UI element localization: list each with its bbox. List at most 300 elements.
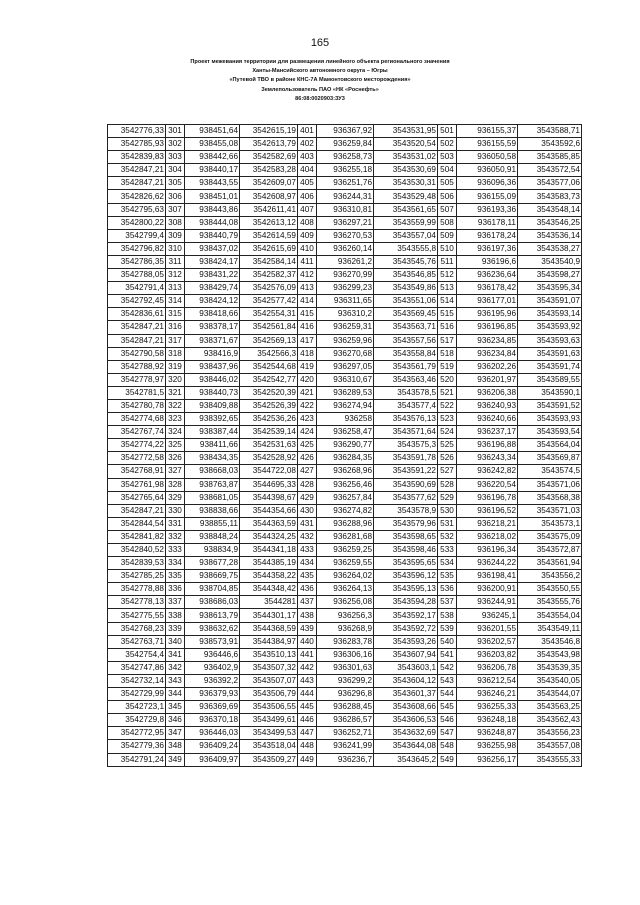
table-row	[108, 635, 582, 648]
cell-y-b: 3543592,17	[374, 609, 438, 622]
cell-x-a: 938440,73	[185, 386, 240, 399]
table-row	[108, 530, 582, 543]
cell-y-c: 3543562,43	[518, 714, 582, 727]
cell-point-b: 436	[298, 583, 317, 596]
cell-y-b: 3543561,79	[374, 360, 438, 373]
cell-y-prev: 3542839,83	[108, 151, 166, 164]
cell-y-a: 3542531,63	[240, 439, 298, 452]
cell-y-c: 3543591,52	[518, 399, 582, 412]
cell-y-c: 3543590,1	[518, 386, 582, 399]
cell-y-prev: 3542768,91	[108, 465, 166, 478]
cell-point-c: 511	[438, 255, 457, 268]
cell-y-c: 3543593,14	[518, 308, 582, 321]
cell-x-b: 936244,31	[317, 190, 374, 203]
cell-x-a: 938834,9	[185, 544, 240, 557]
cell-point-a: 324	[166, 426, 185, 439]
cell-y-c: 3543556,23	[518, 727, 582, 740]
cell-point-b: 403	[298, 151, 317, 164]
cell-x-b: 936264,02	[317, 570, 374, 583]
cell-x-b: 936310,2	[317, 308, 374, 321]
cell-y-a: 3542582,37	[240, 269, 298, 282]
table-row	[108, 622, 582, 635]
cell-point-c: 506	[438, 190, 457, 203]
cell-y-prev: 3542841,82	[108, 530, 166, 543]
cell-point-c: 526	[438, 452, 457, 465]
cell-point-c: 535	[438, 570, 457, 583]
cell-x-b: 936236,7	[317, 753, 374, 766]
cell-y-b: 3543557,04	[374, 229, 438, 242]
cell-point-c: 540	[438, 635, 457, 648]
cell-x-c: 936096,36	[457, 177, 518, 190]
cell-x-a: 938613,79	[185, 609, 240, 622]
cell-y-b: 3543561,65	[374, 203, 438, 216]
cell-y-a: 3542615,19	[240, 125, 298, 138]
cell-point-a: 327	[166, 465, 185, 478]
cell-x-b: 936256,3	[317, 609, 374, 622]
cell-point-c: 507	[438, 203, 457, 216]
cell-x-b: 936259,96	[317, 334, 374, 347]
cell-point-a: 342	[166, 661, 185, 674]
cell-y-c: 3543548,14	[518, 203, 582, 216]
cell-x-c: 936242,82	[457, 465, 518, 478]
cell-point-b: 432	[298, 530, 317, 543]
cell-x-c: 936200,91	[457, 583, 518, 596]
cell-y-prev: 3542826,62	[108, 190, 166, 203]
table-row	[108, 648, 582, 661]
cell-x-b: 936367,92	[317, 125, 374, 138]
cell-y-prev: 3542778,97	[108, 373, 166, 386]
cell-x-b: 936311,65	[317, 295, 374, 308]
cell-y-c: 3543536,14	[518, 229, 582, 242]
cell-y-c: 3543568,38	[518, 491, 582, 504]
table-row	[108, 360, 582, 373]
cell-y-c: 3543591,07	[518, 295, 582, 308]
table-row	[108, 164, 582, 177]
cell-point-b: 405	[298, 177, 317, 190]
cell-y-c: 3543561,94	[518, 557, 582, 570]
cell-point-a: 320	[166, 373, 185, 386]
cell-point-a: 305	[166, 177, 185, 190]
cell-x-c: 936155,59	[457, 138, 518, 151]
cell-y-b: 3543546,85	[374, 269, 438, 282]
table-row	[108, 452, 582, 465]
cell-x-b: 936259,55	[317, 557, 374, 570]
cell-x-a: 938418,66	[185, 308, 240, 321]
cell-y-c: 3543593,92	[518, 321, 582, 334]
cell-y-prev: 3542772,58	[108, 452, 166, 465]
cell-y-c: 3543591,74	[518, 360, 582, 373]
table-row	[108, 740, 582, 753]
cell-point-a: 347	[166, 727, 185, 740]
cell-x-b: 936286,57	[317, 714, 374, 727]
cell-x-c: 936256,17	[457, 753, 518, 766]
header-line-3: «Путевой ТВО в районе КНС-7А Мамонтовского месторождения»	[229, 77, 411, 84]
cell-y-b: 3543577,62	[374, 491, 438, 504]
cell-y-b: 3543594,28	[374, 596, 438, 609]
cell-y-b: 3543604,12	[374, 674, 438, 687]
cell-x-c: 936050,91	[457, 164, 518, 177]
cell-point-c: 510	[438, 242, 457, 255]
cell-y-a: 3543499,61	[240, 714, 298, 727]
cell-y-prev: 3542847,21	[108, 321, 166, 334]
cell-x-b: 936252,71	[317, 727, 374, 740]
cell-y-a: 3542526,39	[240, 399, 298, 412]
cell-x-b: 936310,81	[317, 203, 374, 216]
cell-y-c: 3543539,35	[518, 661, 582, 674]
cell-y-a: 3542608,97	[240, 190, 298, 203]
cell-point-b: 441	[298, 648, 317, 661]
cell-x-c: 936246,21	[457, 688, 518, 701]
cell-point-c: 544	[438, 688, 457, 701]
table-row	[108, 609, 582, 622]
cell-x-b: 936284,35	[317, 452, 374, 465]
cell-point-c: 542	[438, 661, 457, 674]
cell-x-b: 936258	[317, 413, 374, 426]
cell-x-a: 938451,01	[185, 190, 240, 203]
cell-y-c: 3543593,93	[518, 413, 582, 426]
cell-x-a: 936446,6	[185, 648, 240, 661]
cell-y-a: 3542569,13	[240, 334, 298, 347]
cell-x-c: 936155,09	[457, 190, 518, 203]
cell-y-prev: 3542775,55	[108, 609, 166, 622]
cell-x-c: 936240,93	[457, 399, 518, 412]
cell-point-a: 345	[166, 701, 185, 714]
cell-y-prev: 3542785,25	[108, 570, 166, 583]
cell-point-c: 546	[438, 714, 457, 727]
table-row	[108, 125, 582, 138]
cell-x-c: 936203,82	[457, 648, 518, 661]
cell-point-a: 314	[166, 295, 185, 308]
cell-point-b: 419	[298, 360, 317, 373]
cell-point-a: 346	[166, 714, 185, 727]
cell-point-c: 523	[438, 413, 457, 426]
cell-point-a: 330	[166, 504, 185, 517]
cell-y-b: 3543593,26	[374, 635, 438, 648]
cell-y-prev: 3542844,54	[108, 517, 166, 530]
cell-x-c: 936234,84	[457, 347, 518, 360]
cell-x-a: 938669,75	[185, 570, 240, 583]
table-row	[108, 491, 582, 504]
cell-y-prev: 3542776,33	[108, 125, 166, 138]
cell-y-a: 3544722,08	[240, 465, 298, 478]
cell-y-a: 3542615,69	[240, 242, 298, 255]
cell-y-c: 3543563,25	[518, 701, 582, 714]
cell-point-a: 339	[166, 622, 185, 635]
cell-x-b: 936297,21	[317, 216, 374, 229]
cell-y-c: 3543583,73	[518, 190, 582, 203]
cell-x-c: 936196,78	[457, 491, 518, 504]
cell-y-c: 3543591,63	[518, 347, 582, 360]
cell-point-b: 437	[298, 596, 317, 609]
cell-point-a: 332	[166, 530, 185, 543]
cell-point-c: 512	[438, 269, 457, 282]
cell-y-b: 3543579,96	[374, 517, 438, 530]
cell-point-a: 318	[166, 347, 185, 360]
cell-point-b: 421	[298, 386, 317, 399]
cell-x-b: 936270,99	[317, 269, 374, 282]
cell-x-c: 936255,33	[457, 701, 518, 714]
cell-y-prev: 3542796,82	[108, 242, 166, 255]
table-row	[108, 269, 582, 282]
cell-x-c: 936178,11	[457, 216, 518, 229]
cell-x-b: 936260,14	[317, 242, 374, 255]
cell-x-c: 936197,36	[457, 242, 518, 255]
cell-y-prev: 3542729,8	[108, 714, 166, 727]
cell-point-a: 315	[166, 308, 185, 321]
cell-y-c: 3543538,27	[518, 242, 582, 255]
cell-point-a: 319	[166, 360, 185, 373]
cell-point-a: 344	[166, 688, 185, 701]
cell-x-a: 936392,2	[185, 674, 240, 687]
cell-x-b: 936274,82	[317, 504, 374, 517]
cell-y-c: 3543543,98	[518, 648, 582, 661]
cell-point-b: 412	[298, 269, 317, 282]
cell-x-c: 936201,55	[457, 622, 518, 635]
cell-y-c: 3543573,1	[518, 517, 582, 530]
cell-x-b: 936270,53	[317, 229, 374, 242]
table-row	[108, 727, 582, 740]
cell-x-a: 938443,55	[185, 177, 240, 190]
cell-x-b: 936288,45	[317, 701, 374, 714]
cell-y-prev: 3542780,78	[108, 399, 166, 412]
table-row	[108, 321, 582, 334]
cell-point-b: 438	[298, 609, 317, 622]
cell-y-b: 3543578,9	[374, 504, 438, 517]
cell-point-b: 430	[298, 504, 317, 517]
cell-x-c: 936244,91	[457, 596, 518, 609]
table-row	[108, 413, 582, 426]
cell-x-c: 936245,1	[457, 609, 518, 622]
cell-point-b: 428	[298, 478, 317, 491]
table-row	[108, 177, 582, 190]
cell-x-a: 938411,66	[185, 439, 240, 452]
cell-x-a: 938437,96	[185, 360, 240, 373]
cell-point-b: 434	[298, 557, 317, 570]
cell-x-a: 936446,03	[185, 727, 240, 740]
cell-y-a: 3544324,25	[240, 530, 298, 543]
cell-point-c: 538	[438, 609, 457, 622]
cell-point-c: 549	[438, 753, 457, 766]
cell-x-c: 936212,54	[457, 674, 518, 687]
cell-y-b: 3543598,46	[374, 544, 438, 557]
cell-point-c: 509	[438, 229, 457, 242]
table-row	[108, 373, 582, 386]
cell-y-a: 3544341,18	[240, 544, 298, 557]
cell-y-a: 3543507,07	[240, 674, 298, 687]
cell-point-c: 504	[438, 164, 457, 177]
cell-point-b: 431	[298, 517, 317, 530]
cell-y-prev: 3542839,53	[108, 557, 166, 570]
cell-x-b: 936255,18	[317, 164, 374, 177]
cell-point-b: 413	[298, 282, 317, 295]
cell-y-c: 3543540,9	[518, 255, 582, 268]
cell-y-a: 3542561,84	[240, 321, 298, 334]
cell-y-a: 3544301,17	[240, 609, 298, 622]
cell-x-b: 936258,73	[317, 151, 374, 164]
cell-point-b: 435	[298, 570, 317, 583]
cell-y-prev: 3542729,99	[108, 688, 166, 701]
cell-x-c: 936240,66	[457, 413, 518, 426]
cell-y-a: 3544348,42	[240, 583, 298, 596]
cell-x-b: 936299,2	[317, 674, 374, 687]
cell-y-a: 3543499,53	[240, 727, 298, 740]
cell-y-c: 3543574,5	[518, 465, 582, 478]
cell-y-b: 3543549,86	[374, 282, 438, 295]
table-row	[108, 399, 582, 412]
cell-x-b: 936264,13	[317, 583, 374, 596]
cell-x-a: 938378,17	[185, 321, 240, 334]
cell-x-a: 938573,91	[185, 635, 240, 648]
cell-point-a: 317	[166, 334, 185, 347]
cell-y-b: 3543578,5	[374, 386, 438, 399]
cell-point-a: 310	[166, 242, 185, 255]
cell-point-c: 529	[438, 491, 457, 504]
cell-point-a: 306	[166, 190, 185, 203]
cell-point-c: 501	[438, 125, 457, 138]
cell-x-c: 936196,6	[457, 255, 518, 268]
cell-point-b: 411	[298, 255, 317, 268]
cell-point-a: 303	[166, 151, 185, 164]
cell-x-a: 938429,74	[185, 282, 240, 295]
cell-point-c: 528	[438, 478, 457, 491]
cell-point-a: 338	[166, 609, 185, 622]
cell-x-a: 938437,02	[185, 242, 240, 255]
cell-y-c: 3543595,34	[518, 282, 582, 295]
cell-x-b: 936270,68	[317, 347, 374, 360]
cell-point-b: 440	[298, 635, 317, 648]
cell-y-c: 3543564,04	[518, 439, 582, 452]
cell-y-c: 3543575,09	[518, 530, 582, 543]
cell-x-a: 936409,24	[185, 740, 240, 753]
cell-y-prev: 3542774,22	[108, 439, 166, 452]
cell-point-b: 424	[298, 426, 317, 439]
cell-y-b: 3543557,56	[374, 334, 438, 347]
cell-point-b: 425	[298, 439, 317, 452]
cell-point-a: 301	[166, 125, 185, 138]
cell-x-c: 936248,18	[457, 714, 518, 727]
cell-point-c: 519	[438, 360, 457, 373]
cell-x-a: 938681,05	[185, 491, 240, 504]
cell-point-b: 444	[298, 688, 317, 701]
cell-x-c: 936196,88	[457, 439, 518, 452]
cell-point-b: 422	[298, 399, 317, 412]
cell-point-c: 534	[438, 557, 457, 570]
cell-point-c: 502	[438, 138, 457, 151]
table-row	[108, 242, 582, 255]
cell-y-prev: 3542767,74	[108, 426, 166, 439]
cell-y-b: 3543530,69	[374, 164, 438, 177]
cell-y-prev: 3542785,93	[108, 138, 166, 151]
cell-point-c: 515	[438, 308, 457, 321]
cell-y-prev: 3542786,35	[108, 255, 166, 268]
table-row	[108, 674, 582, 687]
table-row	[108, 308, 582, 321]
cell-point-c: 536	[438, 583, 457, 596]
cell-point-a: 337	[166, 596, 185, 609]
cell-y-c: 3543549,11	[518, 622, 582, 635]
cell-point-b: 406	[298, 190, 317, 203]
cell-y-a: 3544363,59	[240, 517, 298, 530]
cell-y-prev: 3542747,86	[108, 661, 166, 674]
page-number: 165	[310, 37, 330, 49]
cell-point-c: 547	[438, 727, 457, 740]
cell-x-b: 936257,84	[317, 491, 374, 504]
cell-x-c: 936218,02	[457, 530, 518, 543]
cell-point-c: 530	[438, 504, 457, 517]
cell-y-b: 3543571,64	[374, 426, 438, 439]
cell-y-prev: 3542788,92	[108, 360, 166, 373]
cell-x-a: 938686,03	[185, 596, 240, 609]
cell-point-c: 516	[438, 321, 457, 334]
cell-point-a: 335	[166, 570, 185, 583]
cell-y-b: 3543645,2	[374, 753, 438, 766]
cell-y-b: 3543632,69	[374, 727, 438, 740]
cell-point-b: 429	[298, 491, 317, 504]
table-row	[108, 504, 582, 517]
cell-point-a: 326	[166, 452, 185, 465]
cell-y-prev: 3542840,52	[108, 544, 166, 557]
cell-x-b: 936258,47	[317, 426, 374, 439]
cell-point-c: 508	[438, 216, 457, 229]
cell-x-a: 938444,08	[185, 216, 240, 229]
cell-point-c: 548	[438, 740, 457, 753]
cell-y-b: 3543607,94	[374, 648, 438, 661]
cell-y-b: 3543596,12	[374, 570, 438, 583]
cell-y-prev: 3542779,36	[108, 740, 166, 753]
cell-point-b: 415	[298, 308, 317, 321]
cell-x-a: 936369,69	[185, 701, 240, 714]
cell-point-a: 316	[166, 321, 185, 334]
cell-x-b: 936256,46	[317, 478, 374, 491]
cell-y-c: 3543557,08	[518, 740, 582, 753]
cell-point-b: 408	[298, 216, 317, 229]
cell-point-a: 340	[166, 635, 185, 648]
cell-x-c: 936237,17	[457, 426, 518, 439]
cell-point-a: 336	[166, 583, 185, 596]
table-row	[108, 661, 582, 674]
table-row	[108, 753, 582, 766]
cell-x-b: 936296,8	[317, 688, 374, 701]
cell-y-a: 3543507,32	[240, 661, 298, 674]
cell-y-b: 3543576,13	[374, 413, 438, 426]
cell-y-b: 3543531,95	[374, 125, 438, 138]
cell-x-b: 936268,9	[317, 622, 374, 635]
cell-x-b: 936283,78	[317, 635, 374, 648]
cell-point-c: 537	[438, 596, 457, 609]
cell-y-a: 3544354,66	[240, 504, 298, 517]
cell-point-c: 531	[438, 517, 457, 530]
cell-point-b: 423	[298, 413, 317, 426]
cell-y-prev: 3542781,5	[108, 386, 166, 399]
cell-point-a: 343	[166, 674, 185, 687]
cell-point-c: 545	[438, 701, 457, 714]
cell-point-b: 414	[298, 295, 317, 308]
cell-point-b: 401	[298, 125, 317, 138]
table-row	[108, 465, 582, 478]
cell-y-c: 3543550,55	[518, 583, 582, 596]
cell-point-c: 539	[438, 622, 457, 635]
cell-x-c: 936244,22	[457, 557, 518, 570]
cell-x-a: 936402,9	[185, 661, 240, 674]
cell-x-b: 936290,77	[317, 439, 374, 452]
cell-y-b: 3543601,37	[374, 688, 438, 701]
cell-y-prev: 3542778,88	[108, 583, 166, 596]
cell-y-b: 3543555,8	[374, 242, 438, 255]
cell-x-b: 936306,16	[317, 648, 374, 661]
table-row	[108, 439, 582, 452]
cell-x-a: 938440,17	[185, 164, 240, 177]
header-line-2: Ханты-Мансийского автономного округа – Югры	[252, 68, 388, 75]
